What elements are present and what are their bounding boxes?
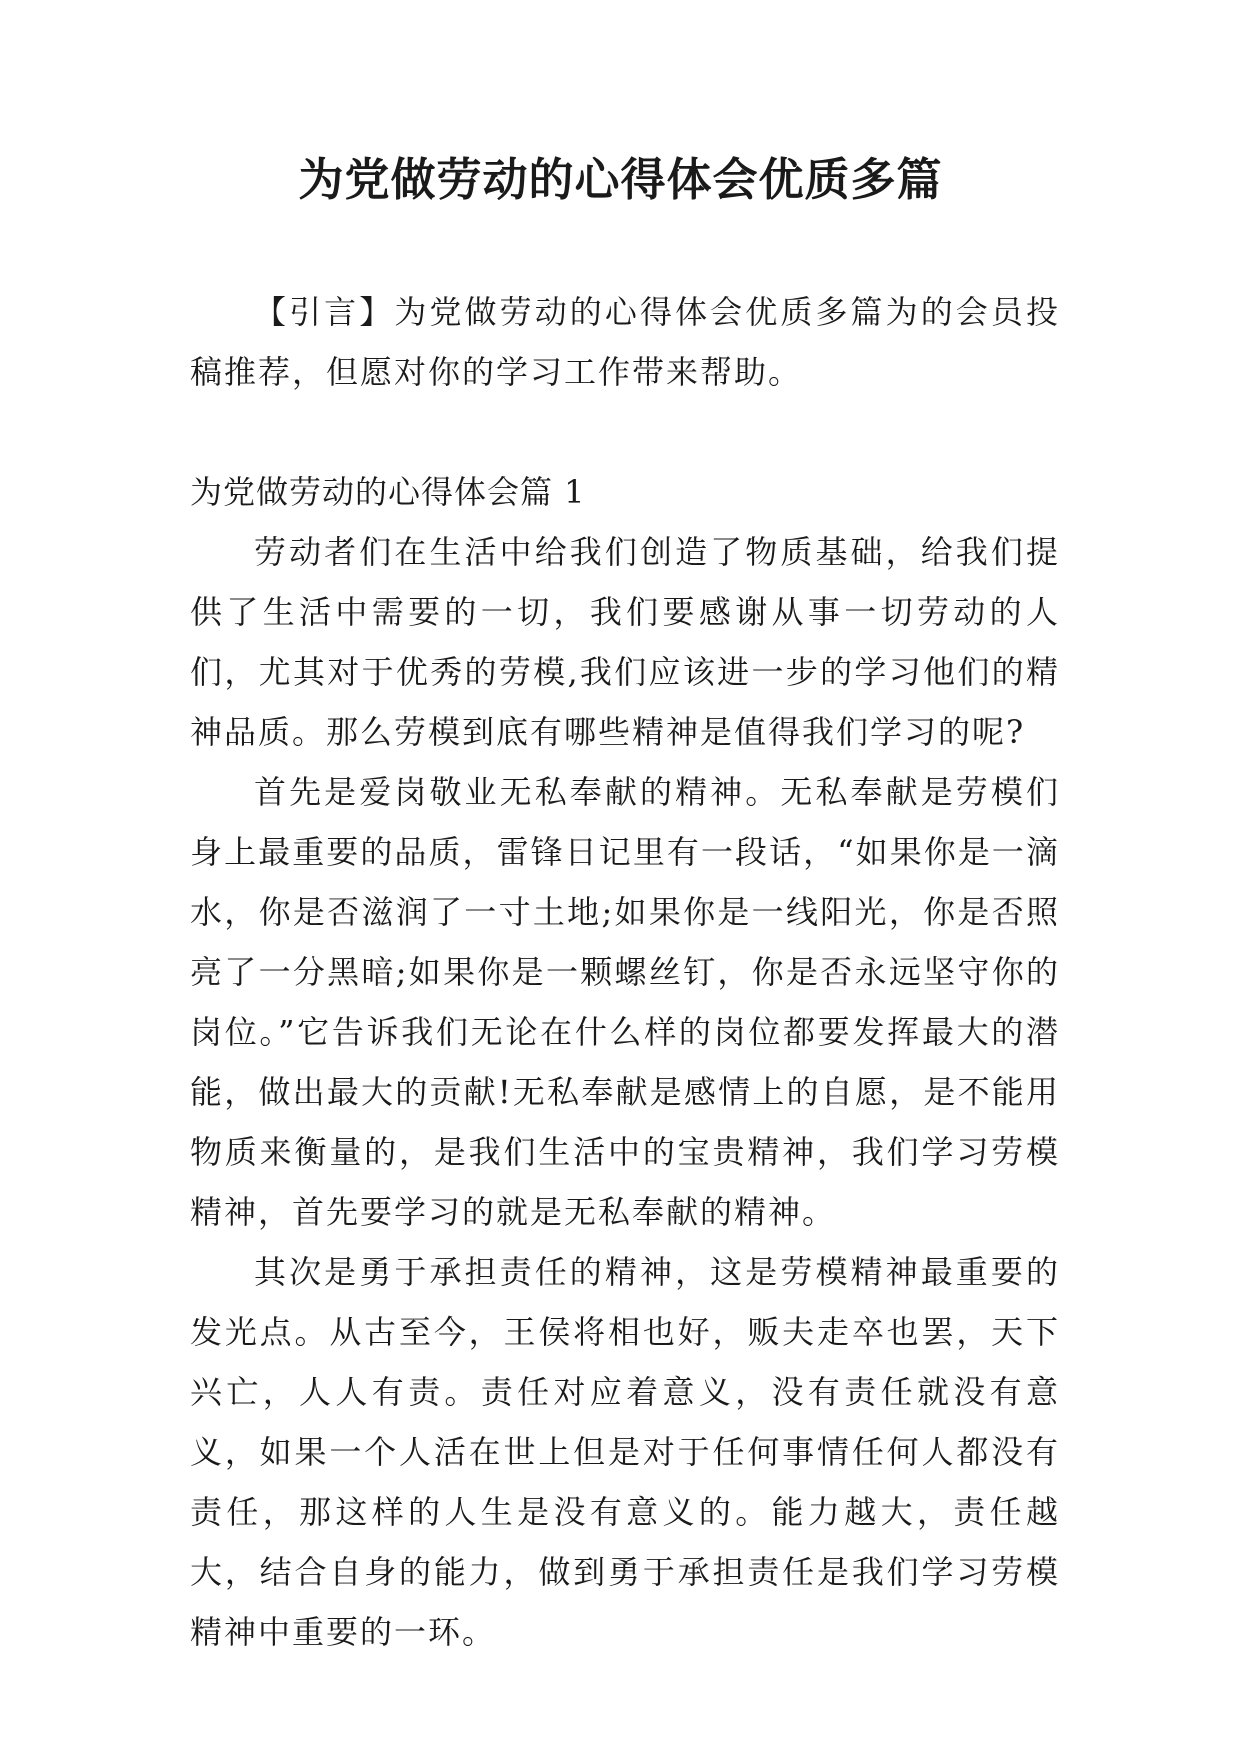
- intro-paragraph: 【引言】为党做劳动的心得体会优质多篇为的会员投稿推荐，但愿对你的学习工作带来帮助。: [190, 293, 1060, 391]
- section-paragraph-1: 劳动者们在生活中给我们创造了物质基础，给我们提供了生活中需要的一切，我们要感谢从事一切劳动的人们，尤其对于优秀的劳模,我们应该进一步的学习他们的精神品质。那么劳模到底有哪些精神是值得我们学习的呢?: [190, 533, 1060, 751]
- section-1: [190, 462, 1060, 1662]
- section-heading: 为党做劳动的心得体会篇 1: [190, 473, 586, 511]
- section-paragraph-3: 其次是勇于承担责任的精神，这是劳模精神最重要的发光点。从古至今，王侯将相也好，贩夫走卒也罢，天下兴亡，人人有责。责任对应着意义，没有责任就没有意义，如果一个人活在世上但是对于任何事情任何人都没有责任，那这样的人生是没有意义的。能力越大，责任越大，结合自身的能力，做到勇于承担责任是我们学习劳模精神中重要的一环。: [190, 1253, 1060, 1651]
- section-paragraph-2: 首先是爱岗敬业无私奉献的精神。无私奉献是劳模们身上最重要的品质，雷锋日记里有一段话，“如果你是一滴水，你是否滋润了一寸土地;如果你是一线阳光，你是否照亮了一分黑暗;如果你是一颗螺丝钉，你是否永远坚守你的岗位。”它告诉我们无论在什么样的岗位都要发挥最大的潜能，做出最大的贡献!无私奉献是感情上的自愿，是不能用物质来衡量的，是我们生活中的宝贵精神，我们学习劳模精神，首先要学习的就是无私奉献的精神。: [190, 773, 1060, 1231]
- document-title: 为党做劳动的心得体会优质多篇: [298, 153, 943, 206]
